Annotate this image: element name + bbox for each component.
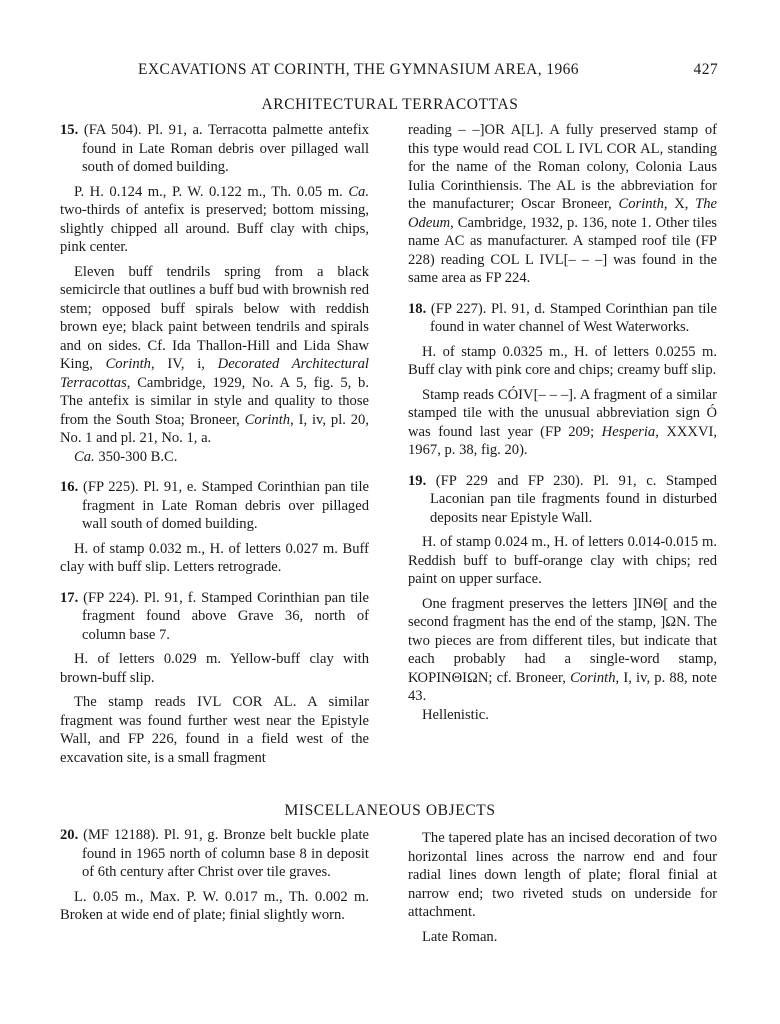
entry-17-cont-c: , Cambridge, 1932, p. 136, note 1. Other tiles name AC as manufacturer. A stamped roof tile (FP 228) reading COL L IVL[– – –] was found in the same area as FP 224.	[408, 214, 717, 286]
entry-15-desc-b: , IV, i,	[150, 356, 205, 372]
entry-15-desc-d: , I, iv, pl. 20, No. 1 and pl. 21, No. 1, a.	[60, 411, 370, 446]
entry-15-dims-a: P. H. 0.124 m., P. W. 0.122 m., Th. 0.05 m.	[74, 183, 343, 200]
section-title-terracottas: ARCHITECTURAL TERRACOTTAS	[261, 96, 519, 113]
entry-15-corinth-1: Corinth	[105, 356, 151, 372]
entry-17-odeum: The Odeum	[408, 196, 717, 231]
entry-15-desc-c: , Cambridge, 1929, No. A 5, fig. 5, b. The antefix is similar in style and quality to those from the South Stoa; Broneer,	[60, 374, 369, 428]
entry-19-corinth: Corinth	[570, 669, 616, 686]
entry-20-heading	[60, 826, 369, 882]
entry-16-head-text: (FP 225). Pl. 91, e. Stamped Corinthian pan tile fragment in Late Roman debris over pillaged wall south of domed building.	[82, 479, 369, 532]
entry-19-dims: H. of stamp 0.024 m., H. of letters 0.014-0.015 m. Reddish buff to buff-orange clay with chips; red paint on upper surface.	[408, 534, 717, 587]
right-column-upper	[408, 121, 717, 724]
entry-19-head-text: (FP 229 and FP 230). Pl. 91, c. Stamped Laconian pan tile fragments found in disturbed deposits near Epistyle Wall.	[430, 472, 717, 526]
entry-18-hesperia: Hesperia	[601, 423, 656, 440]
entry-19-number: 19.	[408, 472, 427, 489]
entry-17-continuation	[408, 121, 717, 288]
entry-18-number: 18.	[408, 300, 427, 317]
left-column-lower	[60, 826, 369, 925]
entry-15-date-ca: Ca.	[74, 448, 95, 465]
running-title: EXCAVATIONS AT CORINTH, THE GYMNASIUM AREA, 1966	[138, 61, 579, 78]
entry-15-date	[60, 448, 369, 467]
entry-19-date: Hellenistic.	[422, 706, 489, 723]
page-number: 427	[693, 61, 718, 78]
entry-15-description	[60, 263, 369, 448]
entry-15-ca: Ca.	[348, 183, 369, 200]
entry-17-heading	[60, 589, 369, 645]
entry-20-number: 20.	[60, 827, 79, 843]
entry-20-head-text: (MF 12188). Pl. 91, g. Bronze belt buckle plate found in 1965 north of column base 8 in deposit of 6th century after Christ over tile graves.	[82, 827, 369, 880]
entry-18-description	[408, 386, 717, 460]
entry-15-book-title: Decorated Architectural Terracottas	[60, 356, 369, 391]
entry-15-head-text: (FA 504). Pl. 91, a. Terracotta palmette antefix found in Late Roman debris over pillaged wall south of domed building.	[82, 122, 369, 175]
entry-19-heading	[408, 472, 717, 528]
entry-19-description	[408, 595, 717, 706]
entry-16-dims: H. of stamp 0.032 m., H. of letters 0.027 m. Buff clay with buff slip. Letters retrograde.	[60, 540, 369, 575]
entry-18-dims: H. of stamp 0.0325 m., H. of letters 0.0255 m. Buff clay with pink core and chips; creamy buff slip.	[408, 343, 717, 378]
entry-15-date-text: 350-300 B.C.	[98, 448, 178, 465]
entry-16-number: 16.	[60, 479, 79, 495]
left-column-upper	[60, 121, 369, 767]
entry-15-desc-a: Eleven buff tendrils spring from a black semicircle that outlines a buff bud with brownish red stem; opposed buff spirals below with reddish brown eye; black paint between tendrils and spirals and on sides. Cf. Ida Thallon-Hill and Lida Shaw King,	[60, 263, 369, 372]
entry-17-corinth: Corinth	[618, 196, 664, 212]
entry-18-desc-a: Stamp reads CÓIV[– – –]. A fragment of a similar stamped tile with the unusual abbreviation sign Ó was found last year (FP 209;	[408, 386, 717, 440]
entry-17-head-text: (FP 224). Pl. 91, f. Stamped Corinthian pan tile fragment found above Grave 36, north of column base 7.	[82, 589, 369, 643]
entry-20-dims: L. 0.05 m., Max. P. W. 0.017 m., Th. 0.002 m. Broken at wide end of plate; finial slightly worn.	[60, 888, 369, 923]
entry-16-heading	[60, 478, 369, 534]
section-title-miscellaneous: MISCELLANEOUS OBJECTS	[284, 802, 496, 819]
entry-17-cont-a: reading – –]OR A[L]. A fully preserved stamp of this type would read COL L IVL COR AL, standing for the name of the Roman colony, Colonia Laus Iulia Corinthiensis. The AL is the abbreviation for the manufacturer; Oscar Broneer,	[408, 122, 717, 212]
entry-15-dims-b: two-thirds of antefix is preserved; bottom missing, slightly chipped all around. Buff clay with chips, pink center.	[60, 202, 369, 255]
entry-18-heading	[408, 300, 717, 337]
entry-18-desc-b: , XXXVI, 1967, p. 38, fig. 20).	[408, 423, 718, 458]
entry-17-dims: H. of letters 0.029 m. Yellow-buff clay with brown-buff slip.	[60, 651, 369, 686]
entry-18-head-text: (FP 227). Pl. 91, d. Stamped Corinthian pan tile found in water channel of West Waterworks.	[430, 300, 717, 335]
entry-15-number: 15.	[60, 122, 79, 138]
entry-17-cont-b: , X,	[663, 196, 689, 212]
entry-15-heading	[60, 121, 369, 177]
entry-19-desc-a: One fragment preserves the letters ]ΙΝΘ[ and the second fragment has the end of the stamp, ]ΩΝ. The two pieces are from different tiles, but indicate that each probably had a single-word stamp, ΚΟΡΙΝΘΙΩΝ; cf. Broneer,	[408, 595, 717, 686]
entry-15-corinth-2: Corinth	[244, 411, 291, 428]
entry-19-desc-b: , I, iv, p. 88, note 43.	[408, 669, 717, 704]
entry-20-description: The tapered plate has an incised decoration of two horizontal lines across the narrow end and four radial lines down length of plate; floral finial at narrow end; two riveted studs on underside for attachment.	[408, 830, 717, 920]
entry-17-number: 17.	[60, 589, 79, 606]
entry-20-date: Late Roman.	[422, 928, 498, 945]
entry-15-dims	[60, 183, 369, 257]
entry-17-description: The stamp reads IVL COR AL. A similar fragment was found further west near the Epistyle Wall, and FP 226, found in a field west of the excavation site, is a small fragment	[60, 694, 369, 766]
right-column-lower	[408, 829, 717, 946]
